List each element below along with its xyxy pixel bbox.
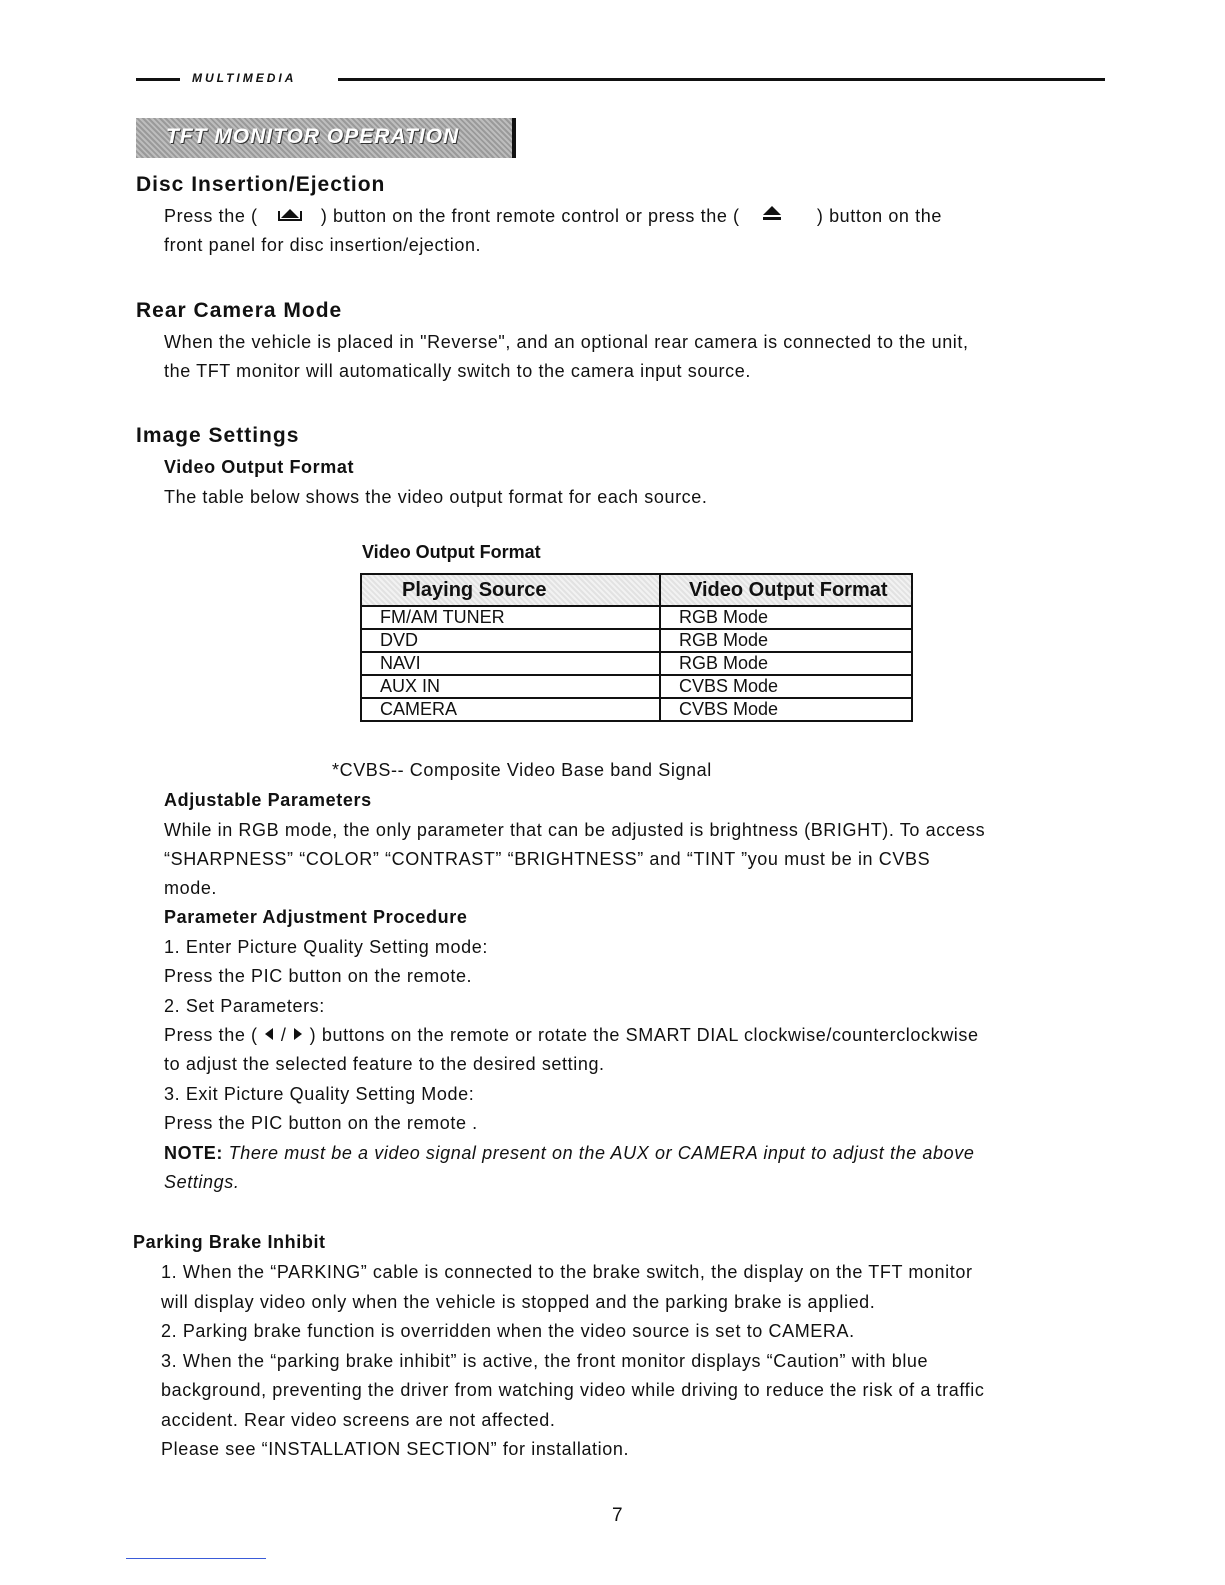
cell-format: RGB Mode	[660, 652, 912, 675]
disc-line1b: ) button on the front remote control or press the (	[320, 206, 740, 226]
disc-line1	[164, 202, 942, 232]
disc-line1a: Press the (	[164, 206, 258, 226]
adjustable-line2: “SHARPNESS” “COLOR” “CONTRAST” “BRIGHTNESS” and “TINT ”you must be in CVBS	[164, 849, 931, 869]
note-text-cont: Settings.	[164, 1172, 240, 1192]
procedure-step1: 1. Enter Picture Quality Setting mode:	[164, 937, 488, 957]
procedure-step3-detail: Press the PIC button on the remote .	[164, 1113, 478, 1133]
right-triangle-icon	[292, 1021, 304, 1051]
procedure-step2-line: Press the ( / ) buttons on the remote or rotate the SMART DIAL clockwise/counterclockwise	[164, 1021, 979, 1051]
header-playing-source: Playing Source	[361, 574, 660, 606]
adjustable-line3: mode.	[164, 878, 218, 898]
table-caption: Video Output Format	[362, 542, 541, 562]
adjustable-line1: While in RGB mode, the only parameter that can be adjusted is brightness (BRIGHT). To access	[164, 820, 986, 840]
header-rule-right	[338, 78, 1105, 81]
camera-line1: When the vehicle is placed in "Reverse", and an optional rear camera is connected to the unit,	[164, 332, 969, 352]
page-number: 7	[612, 1505, 623, 1526]
camera-heading: Rear Camera Mode	[136, 299, 343, 322]
banner-title: TFT MONITOR OPERATION	[166, 125, 460, 148]
cell-format: RGB Mode	[660, 606, 912, 629]
procedure-step2: 2. Set Parameters:	[164, 996, 325, 1016]
note-text: There must be a video signal present on the AUX or CAMERA input to adjust the above	[228, 1143, 975, 1163]
image-intro: The table below shows the video output format for each source.	[164, 487, 708, 507]
header-video-output-format: Video Output Format	[660, 574, 912, 606]
section-label: MULTIMEDIA	[192, 71, 297, 85]
adjustable-heading: Adjustable Parameters	[164, 790, 372, 810]
parking-line7: Please see “INSTALLATION SECTION” for installation.	[161, 1439, 630, 1459]
table-row	[361, 652, 912, 675]
procedure-step3: 3. Exit Picture Quality Setting Mode:	[164, 1084, 475, 1104]
procedure-step2-b: ) buttons on the remote or rotate the SMART DIAL clockwise/counterclockwise	[309, 1025, 979, 1045]
cell-format: CVBS Mode	[660, 675, 912, 698]
cell-format: CVBS Mode	[660, 698, 912, 721]
cell-source: DVD	[361, 629, 660, 652]
cell-source: NAVI	[361, 652, 660, 675]
parking-line3: 2. Parking brake function is overridden when the video source is set to CAMERA.	[161, 1321, 855, 1341]
section-banner	[136, 118, 516, 158]
procedure-step2-c: to adjust the selected feature to the desired setting.	[164, 1054, 605, 1074]
cell-format: RGB Mode	[660, 629, 912, 652]
image-subheading: Video Output Format	[164, 457, 355, 477]
eject-underline-icon	[277, 202, 303, 232]
procedure-step2-a: Press the (	[164, 1025, 258, 1045]
table-header-row	[361, 574, 912, 606]
disc-line2: front panel for disc insertion/ejection.	[164, 235, 482, 255]
table-row	[361, 698, 912, 721]
parking-line1: 1. When the “PARKING” cable is connected to the brake switch, the display on the TFT monitor	[161, 1262, 973, 1282]
header-rule-left	[136, 78, 180, 81]
parking-heading: Parking Brake Inhibit	[133, 1232, 326, 1252]
cell-source: FM/AM TUNER	[361, 606, 660, 629]
parking-line2: will display video only when the vehicle is stopped and the parking brake is applied.	[161, 1292, 876, 1312]
table-row	[361, 606, 912, 629]
parking-line6: accident. Rear video screens are not affected.	[161, 1410, 556, 1430]
procedure-step1-detail: Press the PIC button on the remote.	[164, 966, 473, 986]
image-heading: Image Settings	[136, 424, 300, 447]
note-line	[164, 1139, 974, 1169]
table-row	[361, 675, 912, 698]
parking-line5: background, preventing the driver from watching video while driving to reduce the risk of a traffic	[161, 1380, 985, 1400]
cell-source: CAMERA	[361, 698, 660, 721]
left-triangle-icon	[263, 1021, 275, 1051]
disc-line1c: ) button on the	[816, 206, 942, 226]
video-format-table	[360, 573, 913, 722]
bottom-divider	[126, 1558, 266, 1559]
cell-source: AUX IN	[361, 675, 660, 698]
note-label: NOTE:	[164, 1143, 223, 1163]
camera-line2: the TFT monitor will automatically switch to the camera input source.	[164, 361, 751, 381]
eject-icon	[761, 202, 783, 232]
parking-line4: 3. When the “parking brake inhibit” is active, the front monitor displays “Caution” with blue	[161, 1351, 929, 1371]
table-row	[361, 629, 912, 652]
disc-heading: Disc Insertion/Ejection	[136, 173, 386, 196]
procedure-heading: Parameter Adjustment Procedure	[164, 907, 468, 927]
table-footnote: *CVBS-- Composite Video Base band Signal	[332, 760, 712, 780]
